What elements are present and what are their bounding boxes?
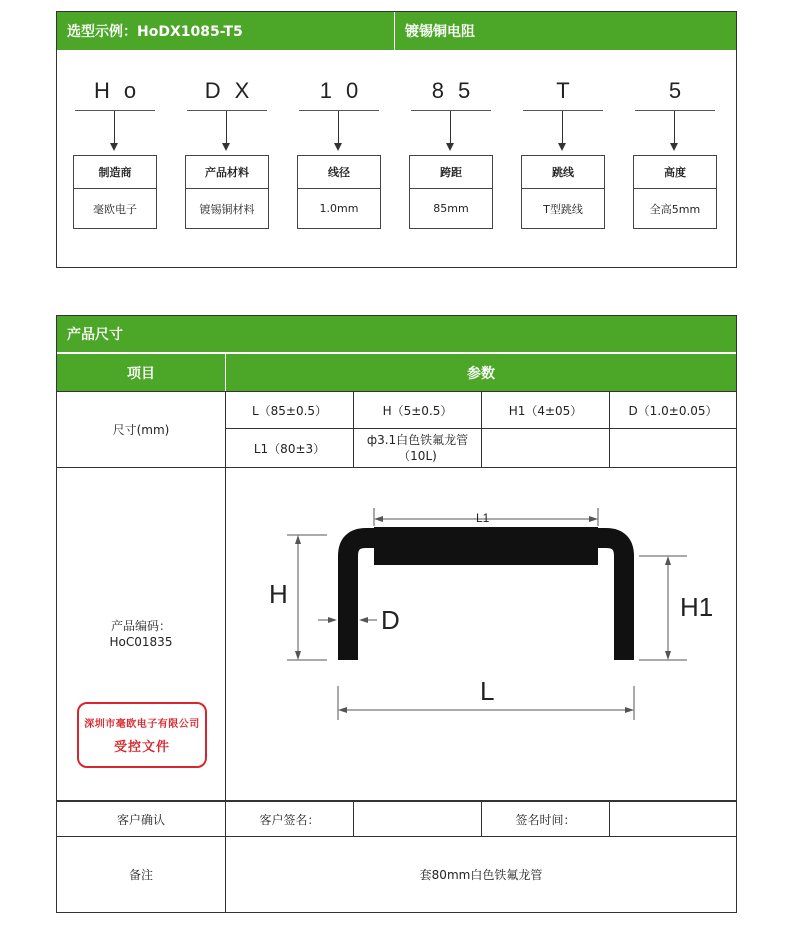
dim-label-D: D [381, 605, 400, 635]
customer-confirm-label: 客户确认 [57, 801, 226, 837]
code-label: 产品材料 [186, 156, 268, 189]
down-arrow-icon [73, 111, 157, 155]
code-value: 镀锡铜材料 [199, 202, 255, 216]
selection-example-panel [56, 11, 737, 268]
product-type-title: 镀锡铜电阻 [405, 24, 475, 40]
param-L: L（85±0.5） [226, 391, 354, 429]
code-column-jumper [521, 50, 605, 229]
code-value: T型跳线 [543, 202, 583, 216]
selection-header [57, 12, 736, 50]
empty-cell [610, 429, 736, 468]
code-box [185, 155, 269, 229]
code-box [521, 155, 605, 229]
code-column-material [185, 50, 269, 229]
selection-title: 选型示例：HoDX1085-T5 [57, 12, 395, 50]
product-code-label: 产品编码： [110, 619, 171, 633]
code-value: 毫欧电子 [93, 202, 137, 216]
code-chars: T [556, 78, 584, 103]
code-label: 高度 [634, 156, 716, 189]
params-column-header: 参数 [226, 354, 736, 391]
code-chars: 85 [431, 78, 485, 103]
code-chars: Ho [93, 78, 151, 103]
sign-time-label: 签名时间： [482, 801, 610, 837]
code-column-height [633, 50, 717, 229]
code-box [633, 155, 717, 229]
code-box [73, 155, 157, 229]
item-column-header: 项目 [57, 354, 226, 391]
code-label: 跳线 [522, 156, 604, 189]
stamp-text: 受控文件 [113, 740, 170, 755]
jumper-wire-diagram [227, 468, 737, 801]
code-value: 85mm [433, 202, 469, 215]
empty-cell [482, 429, 610, 468]
product-code-value: HoC01835 [109, 635, 173, 649]
remarks-label: 备注 [57, 837, 226, 912]
param-D: D（1.0±0.05） [610, 391, 736, 429]
code-chars: 5 [668, 78, 696, 103]
dim-label-L: L [480, 676, 495, 706]
code-chars: 10 [319, 78, 373, 103]
customer-sign-field[interactable] [354, 801, 482, 837]
dimensions-section-title: 产品尺寸 [57, 316, 736, 353]
code-chars: DX [204, 78, 264, 103]
code-box [297, 155, 381, 229]
down-arrow-icon [297, 111, 381, 155]
param-tube: ф3.1白色铁氟龙管（10L) [354, 429, 482, 468]
dim-label-L1: L1 [476, 511, 490, 525]
code-label: 制造商 [74, 156, 156, 189]
sign-time-field[interactable] [610, 801, 736, 837]
size-label: 尺寸(mm) [57, 391, 226, 468]
down-arrow-icon [633, 111, 717, 155]
code-value: 1.0mm [319, 202, 359, 215]
customer-sign-label: 客户签名： [226, 801, 354, 837]
controlled-document-stamp [77, 702, 207, 768]
code-column-span [409, 50, 493, 229]
code-value: 全高5mm [649, 202, 701, 216]
code-column-manufacturer [73, 50, 157, 229]
dim-label-H: H [269, 579, 288, 609]
code-label: 线径 [298, 156, 380, 189]
stamp-company: 深圳市毫欧电子有限公司 [84, 719, 200, 730]
code-box [409, 155, 493, 229]
code-column-wire-diameter [297, 50, 381, 229]
param-H: H（5±0.5） [354, 391, 482, 429]
remarks-value: 套80mm白色铁氟龙管 [419, 868, 543, 882]
code-label: 跨距 [410, 156, 492, 189]
param-H1: H1（4±05） [482, 391, 610, 429]
down-arrow-icon [185, 111, 269, 155]
down-arrow-icon [521, 111, 605, 155]
product-dimensions-table [56, 315, 737, 913]
param-L1: L1（80±3） [226, 429, 354, 468]
dim-label-H1: H1 [680, 592, 714, 622]
down-arrow-icon [409, 111, 493, 155]
